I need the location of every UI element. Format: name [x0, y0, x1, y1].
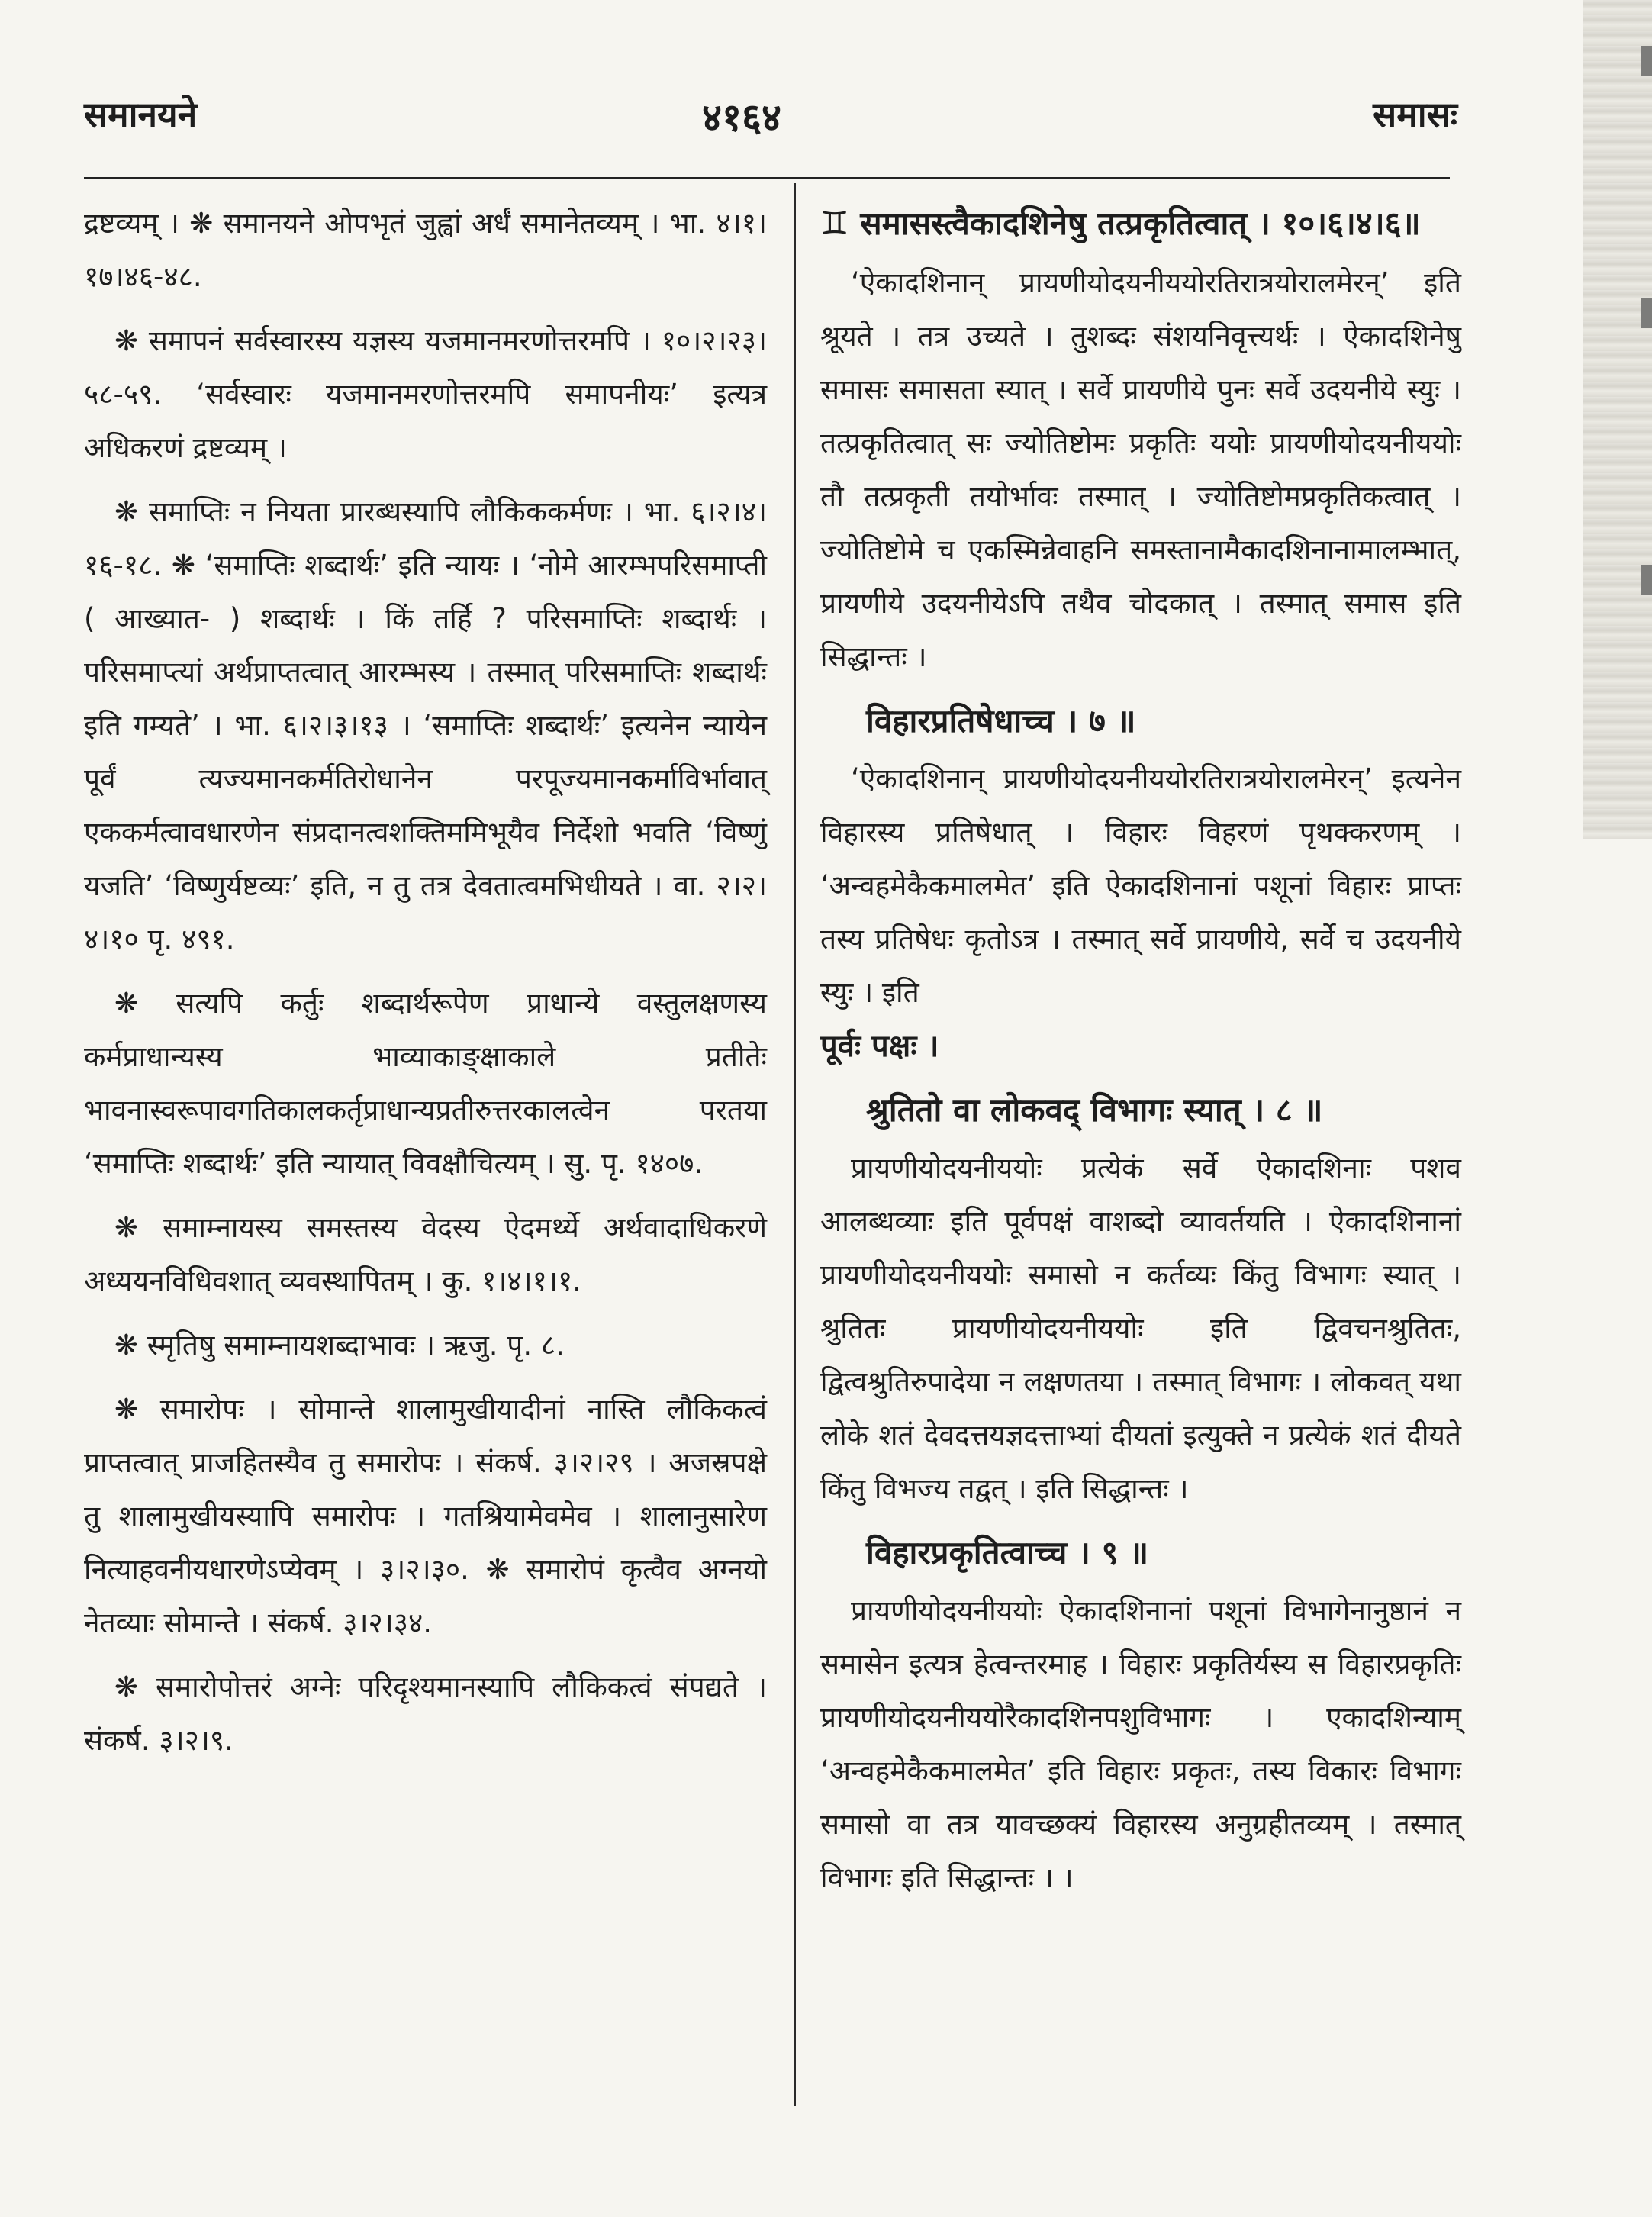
scanned-page-edge: [1583, 0, 1652, 839]
commentary-paragraph: प्रायणीयोदयनीययोः ऐकादशिनानां पशूनां विभागेनानुष्ठानं न समासेन इत्यत्र हेत्वन्तरमाह । विहारः प्रकृतिर्यस्य स विहारप्रकृतिः प्रायणीयोदयनीययोरैकादशिनपशुविभागः । एकादशिन्याम् ‘अन्वहमेकैकमालमेत’ इति विहारः प्रकृतः, तस्य विकारः विभागः समासो वा तत्र यावच्छक्यं विहारस्य अनुग्रहीतव्यम् । तस्मात् विभागः इति सिद्धान्तः । ।: [820, 1594, 1461, 1894]
entry-paragraph: द्रष्टव्यम् । ❋ समानयने ओपभृतं जुह्वां अर्धं समानेतव्यम् । भा. ४।१।१७।४६-४८.: [84, 207, 767, 293]
entry-paragraph: ❋ स्मृतिषु समाम्नायशब्दाभावः । ऋजु. पृ. ८.: [114, 1329, 565, 1361]
sutra-heading: ♊ समासस्त्वैकादशिनेषु तत्प्रकृतित्वात् । १०।६।४।६॥: [820, 205, 1421, 242]
entry-paragraph: ❋ समाम्नायस्य समस्तस्य वेदस्य ऐदमर्थ्ये अर्थवादाधिकरणे अध्ययनविधिवशात् व्यवस्थापितम् । कु. १।४।१।१.: [84, 1211, 767, 1297]
sutra-heading: विहारप्रकृतित्वाच्च । ९ ॥: [866, 1534, 1149, 1571]
running-head-left: समानयने: [84, 94, 198, 135]
sutra-heading: श्रुतितो वा लोकवद् विभागः स्यात् । ८ ॥: [866, 1091, 1323, 1129]
header-rule: [84, 177, 1450, 179]
edge-mark: [1641, 565, 1652, 595]
entry-paragraph: ❋ सत्यपि कर्तुः शब्दार्थरूपेण प्राधान्ये वस्तुलक्षणस्य कर्मप्राधान्यस्य भाव्याकाङ्क्षाकाले प्रतीतेः भावनास्वरूपावगतिकालकर्तृप्राधान्यप्रतीरुत्तरकालत्वेन परतया ‘समाप्तिः शब्दार्थः’ इति न्यायात् विवक्षौचित्यम् । सु. पृ. १४०७.: [84, 987, 767, 1180]
edge-mark: [1641, 46, 1652, 76]
column-divider: [794, 183, 796, 2106]
page-number: ४१६४: [702, 95, 781, 140]
commentary-paragraph: ‘ऐकादशिनान् प्रायणीयोदयनीययोरतिरात्रयोरालमेरन्’ इति श्रूयते । तत्र उच्यते । तुशब्दः संशयनिवृत्त्यर्थः । ऐकादशिनेषु समासः समासता स्यात् । सर्वे प्रायणीये पुनः सर्वे उदयनीये स्युः । तत्प्रकृतित्वात् सः ज्योतिष्टोमः प्रकृतिः ययोः प्रायणीयोदयनीययोः तौ तत्प्रकृती तयोर्भावः तस्मात् । ज्योतिष्टोमप्रकृतिकत्वात् । ज्योतिष्टोमे च एकस्मिन्नेवाहनि समस्तानामैकादशिनानामालम्भात्, प्रायणीये उदयनीयेऽपि तथैव चोदकात् । तस्मात् समास इति सिद्धान्तः ।: [820, 266, 1461, 673]
sutra-heading: विहारप्रतिषेधाच्च । ७ ॥: [866, 702, 1136, 740]
entry-paragraph: ❋ समापनं सर्वस्वारस्य यज्ञस्य यजमानमरणोत्तरमपि । १०।२।२३।५८-५९. ‘सर्वस्वारः यजमानमरणोत्तरमपि समापनीयः’ इत्यत्र अधिकरणं द्रष्टव्यम् ।: [84, 324, 767, 464]
entry-paragraph: ❋ समाप्तिः न नियता प्रारब्धस्यापि लौकिककर्मणः । भा. ६।२।४।१६-१८. ❋ ‘समाप्तिः शब्दार्थः’ इति न्यायः । ‘नोमे आरम्भपरिसमाप्ती ( आख्यात- ) शब्दार्थः । किं तर्हि ? परिसमाप्तिः शब्दार्थः । परिसमाप्त्यां अर्थप्राप्तत्वात् आरम्भस्य । तस्मात् परिसमाप्तिः शब्दार्थः इति गम्यते’ । भा. ६।२।३।१३ । ‘समाप्तिः शब्दार्थः’ इत्यनेन न्यायेन पूर्वं त्यज्यमानकर्मतिरोधानेन परपूज्यमानकर्माविर्भावात् एककर्मत्वावधारणेन संप्रदानत्वशक्तिममिभूयैव निर्देशो भवति ‘विष्णुं यजति’ ‘विष्णुर्यष्टव्यः’ इति, न तु तत्र देवतात्वमभिधीयते । वा. २।२।४।१० पृ. ४९१.: [84, 495, 767, 955]
commentary-paragraph: प्रायणीयोदयनीययोः प्रत्येकं सर्वे ऐकादशिनाः पशव आलब्धव्याः इति पूर्वपक्षं वाशब्दो व्यावर्तयति । ऐकादशिनानां प्रायणीयोदयनीययोः समासो न कर्तव्यः किंतु विभागः स्यात् । श्रुतितः प्रायणीयोदयनीययोः इति द्विवचनश्रुतितः, द्वित्वश्रुतिरुपादेया न लक्षणतया । तस्मात् विभागः । लोकवत् यथा लोके शतं देवदत्तयज्ञदत्ताभ्यां दीयतां इत्युक्ते न प्रत्येकं शतं दीयते किंतु विभज्य तद्वत् । इति सिद्धान्तः ।: [820, 1152, 1461, 1505]
entry-paragraph: ❋ समारोपः । सोमान्ते शालामुखीयादीनां नास्ति लौकिकत्वं प्राप्तत्वात् प्राजहितस्यैव तु समारोपः । संकर्ष. ३।२।२९ । अजस्रपक्षे तु शालामुखीयस्यापि समारोपः । गतश्रियामेवमेव । शालानुसारेण नित्याहवनीयधारणेऽप्येवम् । ३।२।३०. ❋ समारोपं कृत्वैव अग्नयो नेतव्याः सोमान्ते । संकर्ष. ३।२।३४.: [84, 1393, 767, 1639]
purvapaksha-label: पूर्वः पक्षः ।: [820, 1029, 939, 1064]
page-header: [84, 90, 1457, 151]
left-column: [84, 197, 767, 1778]
entry-paragraph: ❋ समारोपोत्तरं अग्नेः परिदृश्यमानस्यापि लौकिकत्वं संपद्यते । संकर्ष. ३।२।९.: [84, 1671, 767, 1757]
commentary-paragraph: ‘ऐकादशिनान् प्रायणीयोदयनीययोरतिरात्रयोरालमेरन्’ इत्यनेन विहारस्य प्रतिषेधात् । विहारः विहरणं पृथक्करणम् । ‘अन्वहमेकैकमालमेत’ इति ऐकादशिनानां पशूनां विहारः प्राप्तः तस्य प्रतिषेधः कृतोऽत्र । तस्मात् सर्वे प्रायणीये, सर्वे च उदयनीये स्युः । इति: [820, 762, 1461, 1009]
edge-mark: [1641, 298, 1652, 328]
right-column: [820, 197, 1461, 1916]
running-head-right: समासः: [1373, 94, 1457, 135]
